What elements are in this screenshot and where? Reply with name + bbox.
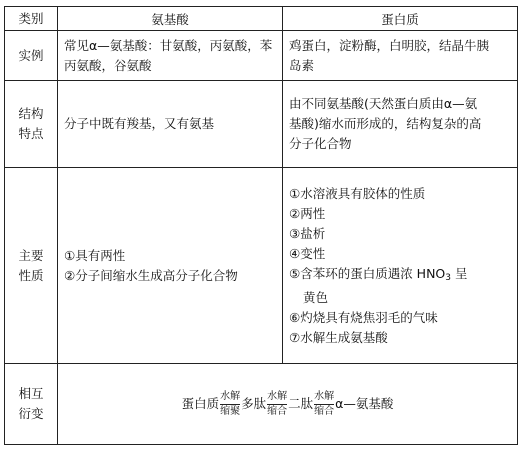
arrow-1-line <box>220 404 240 405</box>
conversion-arrow-1 <box>220 391 240 418</box>
conversion-polypeptide: 多肽 <box>241 395 267 411</box>
examples-protein-line2: 岛素 <box>289 57 315 73</box>
arrow-2-line <box>267 404 287 405</box>
amino-acid-property-1: ①具有两性 <box>64 247 126 263</box>
properties-label <box>5 168 58 364</box>
conversion-protein: 蛋白质 <box>181 395 220 411</box>
structure-amino-acid-text: 分子中既有羧基，又有氨基 <box>64 116 215 131</box>
properties-amino-acid-cell <box>58 168 283 364</box>
examples-amino-acid-line1: 常见α—氨基酸：甘氨酸，丙氨酸，苯 <box>64 37 273 53</box>
structure-protein-line3: 分子化合物 <box>289 136 352 151</box>
arrow-2-top-label: 水解 <box>267 390 288 402</box>
protein-property-4: ④变性 <box>289 245 326 261</box>
structure-label-line2: 特点 <box>18 126 44 141</box>
protein-property-2: ②两性 <box>289 205 326 221</box>
header-amino-acid: 氨基酸 <box>58 7 283 31</box>
structure-row <box>5 81 518 168</box>
comparison-table <box>4 6 518 445</box>
conversion-arrow-2 <box>267 391 287 418</box>
arrow-1-top-label: 水解 <box>220 390 241 402</box>
conversion-cell <box>58 364 518 445</box>
conversion-label-line1: 相互 <box>18 386 44 401</box>
conversion-amino-acid: α—氨基酸 <box>335 395 394 411</box>
examples-amino-acid-cell <box>58 31 283 81</box>
structure-protein-line2: 基酸)缩水而形成的，结构复杂的高 <box>289 116 482 131</box>
arrow-3-bottom-label: 缩合 <box>314 405 335 417</box>
structure-protein-cell <box>283 81 518 168</box>
conversion-row <box>5 364 518 445</box>
protein-property-5-tail: 呈 <box>451 265 468 281</box>
conversion-dipeptide: 二肽 <box>288 395 314 411</box>
conversion-arrow-3 <box>314 391 334 418</box>
arrow-2-bottom-label: 缩合 <box>267 405 288 417</box>
conversion-label-line2: 衍变 <box>18 406 44 421</box>
protein-property-3: ③盐析 <box>289 225 326 241</box>
properties-protein-cell <box>283 168 518 364</box>
examples-amino-acid-line2: 丙氨酸，谷氨酸 <box>64 57 152 73</box>
protein-property-5 <box>289 264 511 288</box>
header-protein: 蛋白质 <box>283 7 518 31</box>
protein-property-5-text: ⑤含苯环的蛋白质遇浓 HNO <box>289 265 446 281</box>
header-category: 类别 <box>5 7 58 31</box>
examples-label <box>5 31 58 81</box>
protein-property-1: ①水溶液具有胶体的性质 <box>289 185 426 201</box>
protein-property-5-continued: 黄色 <box>303 289 329 305</box>
protein-property-7: ⑦水解生成氨基酸 <box>289 329 388 345</box>
conversion-label <box>5 364 58 445</box>
arrow-3-top-label: 水解 <box>314 390 335 402</box>
structure-label <box>5 81 58 168</box>
examples-row <box>5 31 518 81</box>
arrow-3-line <box>314 404 334 405</box>
structure-amino-acid-cell <box>58 81 283 168</box>
examples-protein-cell <box>283 31 518 81</box>
examples-label-text: 实例 <box>18 47 44 63</box>
properties-row <box>5 168 518 364</box>
protein-property-6: ⑥灼烧具有烧焦羽毛的气味 <box>289 309 438 325</box>
header-row <box>5 7 518 31</box>
properties-label-line2: 性质 <box>18 267 44 283</box>
structure-protein-line1: 由不同氨基酸(天然蛋白质由α—氨 <box>289 96 478 111</box>
arrow-1-bottom-label: 缩聚 <box>220 405 241 417</box>
structure-label-line1: 结构 <box>18 106 44 121</box>
amino-acid-property-2: ②分子间缩水生成高分子化合物 <box>64 267 238 283</box>
protein-property-5-subscript: 3 <box>445 272 452 283</box>
examples-protein-line1: 鸡蛋白，淀粉酶，白明胶，结晶牛胰 <box>289 37 490 53</box>
properties-label-line1: 主要 <box>18 247 44 263</box>
